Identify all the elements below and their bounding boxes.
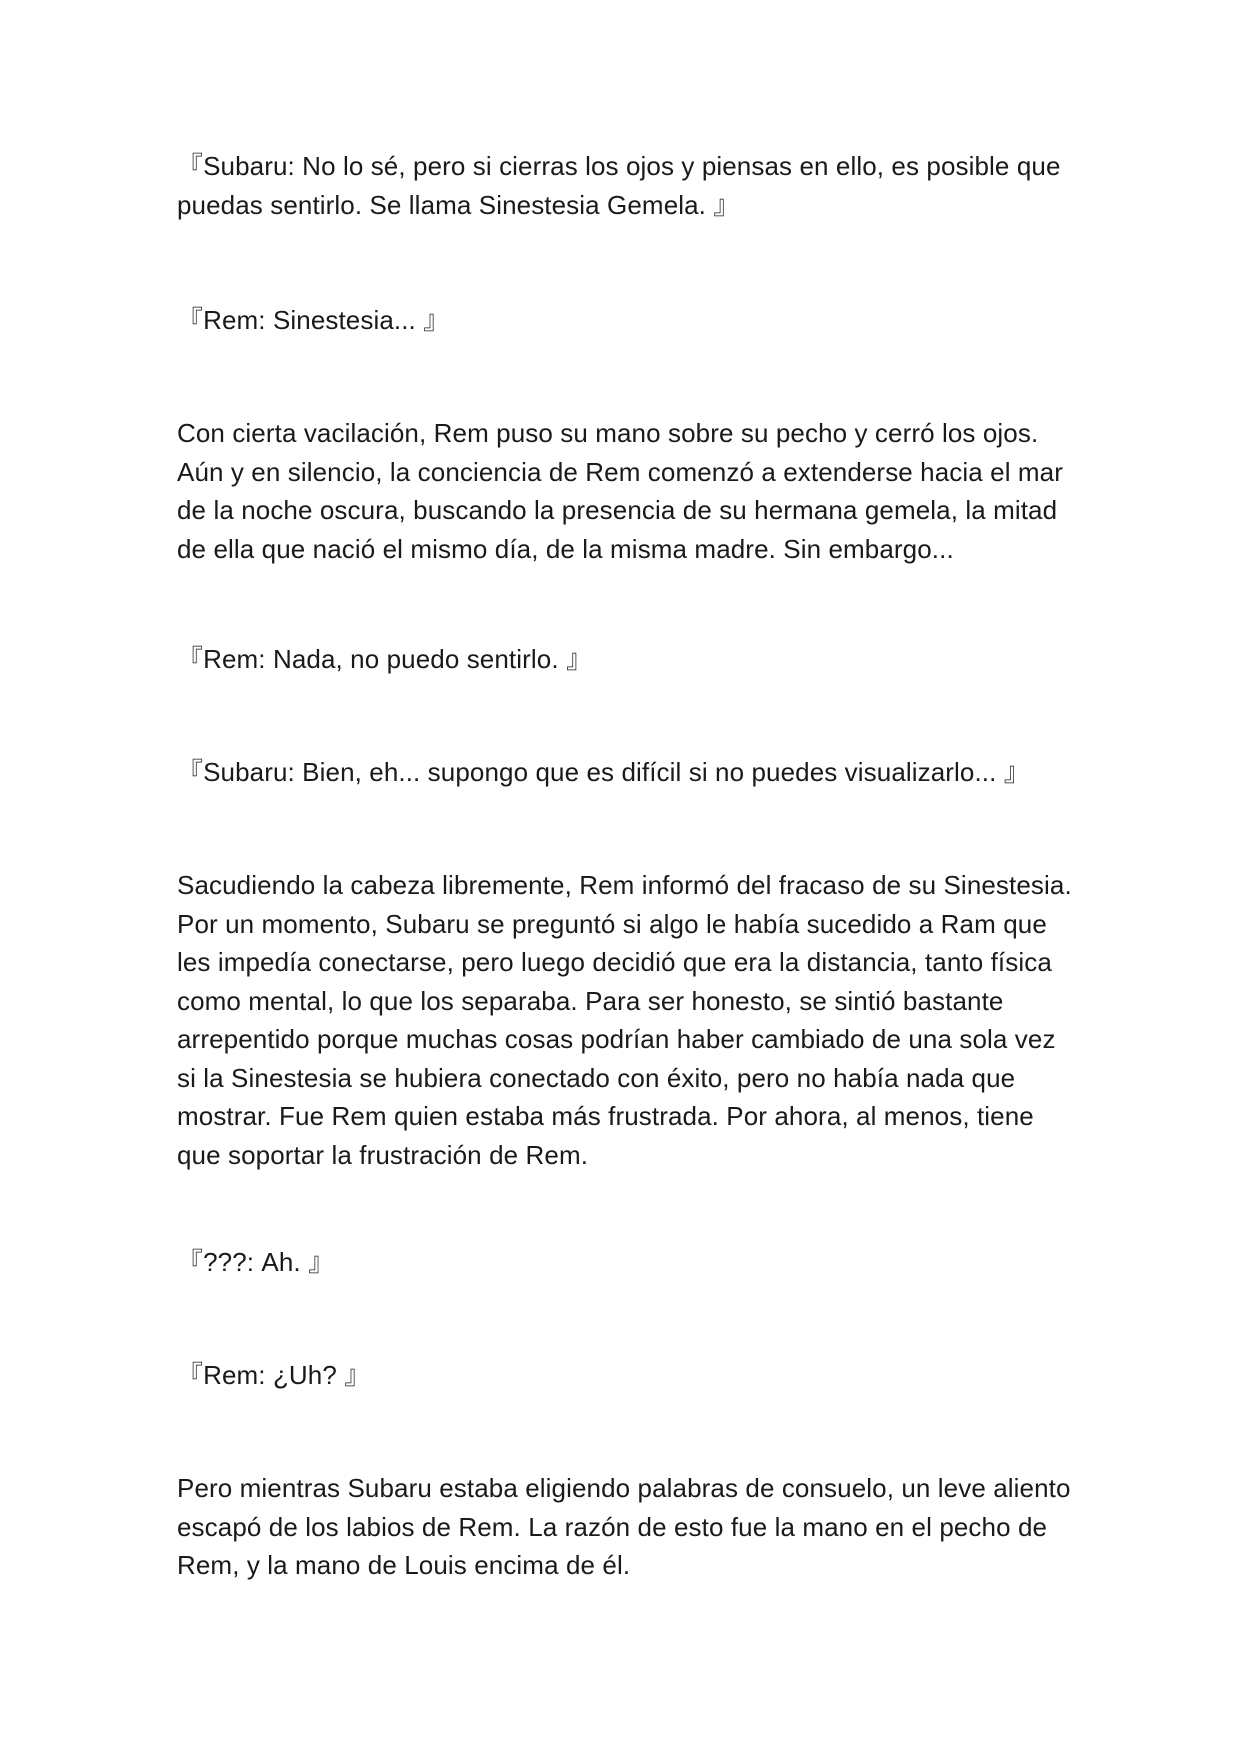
narration-rem-closes-eyes: Con cierta vacilación, Rem puso su mano sobre su pecho y cerró los ojos. Aún y en silencio, la conciencia de Rem comenzó a extenderse hacia el mar de la noche oscura, buscando la presencia de su hermana gemela, la mitad de ella que nació el mismo día, de la misma madre. Sin embargo... (177, 418, 1063, 564)
dialogue-rem-uh: 『Rem: ¿Uh? 』 (177, 1360, 371, 1390)
dialogue-subaru-visualizarlo: 『Subaru: Bien, eh... supongo que es difícil si no puedes visualizarlo... 』 (177, 757, 1030, 787)
dialogue-subaru-sinestesia-gemela: 『Subaru: No lo sé, pero si cierras los ojos y piensas en ello, es posible que puedas sentirlo. Se llama Sinestesia Gemela. 』 (177, 151, 1061, 220)
narration-louis-hand: Pero mientras Subaru estaba eligiendo palabras de consuelo, un leve aliento escapó de los labios de Rem. La razón de esto fue la mano en el pecho de Rem, y la mano de Louis encima de él. (177, 1473, 1071, 1580)
dialogue-unknown-ah: 『???: Ah. 』 (177, 1247, 335, 1277)
narration-sinestesia-fails: Sacudiendo la cabeza libremente, Rem informó del fracaso de su Sinestesia. Por un momento, Subaru se preguntó si algo le había sucedido a Ram que les impedía conectarse, pero luego decidió que era la distancia, tanto física como mental, lo que los separaba. Para ser honesto, se sintió bastante arrepentido porque muchas cosas podrían haber cambiado de una sola vez si la Sinestesia se hubiera conectado con éxito, pero no había nada que mostrar. Fue Rem quien estaba más frustrada. Por ahora, al menos, tiene que soportar la frustración de Rem. (177, 870, 1072, 1170)
dialogue-rem-nada: 『Rem: Nada, no puedo sentirlo. 』 (177, 644, 593, 674)
dialogue-rem-sinestesia: 『Rem: Sinestesia... 』 (177, 305, 450, 335)
